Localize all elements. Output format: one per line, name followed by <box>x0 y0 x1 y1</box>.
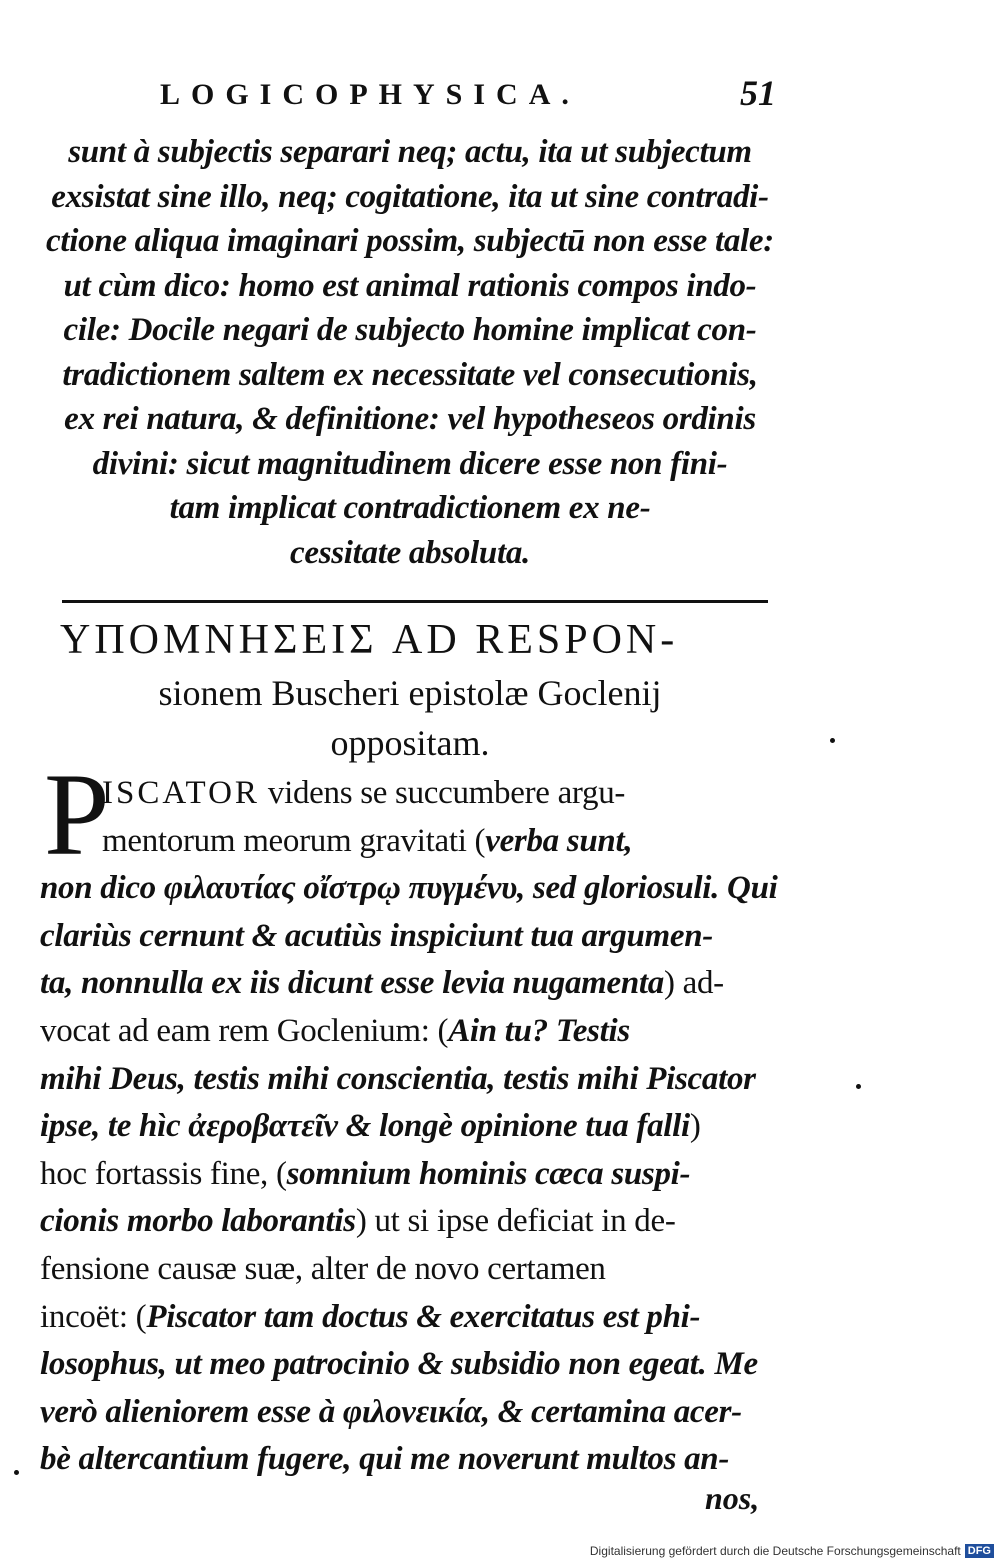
italic-segment: non dico φιλαυτίας οἴστρῳ πυγμένυ, sed gloriosuli. Qui <box>40 870 778 907</box>
text-line: cile: Docile negari de subjecto homine implicat con- <box>63 312 757 348</box>
italic-segment: verò alieniorem esse à φιλονεικία, & certamina acer- <box>40 1393 742 1430</box>
italic-segment: clariùs cernunt & acutiùs inspiciunt tua argumen- <box>40 917 713 954</box>
upper-text-block <box>30 130 790 575</box>
text-line: ut cùm dico: homo est animal rationis compos indo- <box>63 267 757 304</box>
heading-line: oppositam. <box>330 723 490 763</box>
italic-segment: bè altercantium fugere, qui me noverunt multos an- <box>40 1441 730 1478</box>
text-line: cessitate absoluta. <box>290 534 530 571</box>
italic-segment: cionis morbo laborantis <box>40 1203 356 1240</box>
print-speck <box>830 738 835 743</box>
italic-segment: Ain tu? Testis <box>448 1012 630 1049</box>
drop-cap: P <box>44 749 110 880</box>
roman-segment: incoët: ( <box>40 1298 147 1335</box>
italic-segment: Piscator tam doctus & exercitatus est phi- <box>146 1298 701 1335</box>
roman-segment: ) ut si ipse deficiat in de- <box>355 1203 676 1240</box>
roman-segment: fensione causæ suæ, alter de novo certamen <box>40 1250 606 1287</box>
body-text-block <box>40 749 780 1484</box>
italic-segment: verba sunt, <box>485 822 633 859</box>
print-speck <box>14 1470 19 1475</box>
print-speck <box>856 1084 861 1089</box>
dfg-logo-icon: DFG <box>965 1544 994 1558</box>
heading-line: sionem Buscheri epistolæ Goclenij <box>158 673 662 713</box>
text-line: divini: sicut magnitudinem dicere esse non fini- <box>92 445 728 482</box>
italic-segment: mihi Deus, testis mihi conscientia, testis mihi Piscator <box>40 1060 756 1097</box>
text-line <box>40 1056 780 1104</box>
text-line: exsistat sine illo, neq; cogitatione, ita ut sine contradi- <box>51 178 769 215</box>
roman-segment: mentorum meorum gravitati ( <box>102 822 486 859</box>
italic-segment: ipse, te hìc ἀεροβατεῖν & longè opinione tua falli <box>40 1108 690 1145</box>
text-line: ex rei natura, & definitione: vel hypotheseos ordinis <box>64 401 756 437</box>
text-line <box>40 865 780 913</box>
roman-segment: vocat ad eam rem Goclenium: ( <box>40 1012 449 1049</box>
page-number: 51 <box>740 73 776 113</box>
text-line <box>40 1103 780 1151</box>
text-line <box>40 1389 780 1437</box>
section-heading <box>40 612 780 768</box>
italic-segment: losophus, ut meo patrocinio & subsidio non egeat. Me <box>40 1346 758 1383</box>
text-line <box>40 770 780 818</box>
roman-segment: ) ad- <box>664 965 724 1002</box>
opening-word: ISCATOR <box>102 775 260 811</box>
text-line <box>40 1436 780 1484</box>
text-line <box>40 913 780 961</box>
running-title: LOGICOPHYSICA. <box>160 78 580 111</box>
section-divider-rule <box>62 600 768 603</box>
text-line: sunt à subjectis separari neq; actu, ita ut subjectum <box>68 134 752 170</box>
roman-segment: ) <box>689 1108 701 1145</box>
text-line <box>40 960 780 1008</box>
running-head <box>60 72 776 116</box>
digitization-footer <box>590 1542 994 1560</box>
heading-line: ΥΠΟΜΝΗΣΕΙΣ AD RESPON- <box>60 617 679 663</box>
text-line: tradictionem saltem ex necessitate vel consecutionis, <box>62 356 758 393</box>
italic-segment: somnium hominis cæca suspi- <box>286 1155 691 1192</box>
text-line <box>40 1341 780 1389</box>
text-line: ctione aliqua imaginari possim, subjectū non esse tale: <box>46 223 774 259</box>
text-line: tam implicat contradictionem ex ne- <box>169 490 651 526</box>
text-line <box>40 1198 780 1246</box>
text-line <box>40 1246 780 1294</box>
text-line <box>40 1008 780 1056</box>
roman-segment: hoc fortassis fine, ( <box>40 1155 287 1192</box>
text-line <box>40 1294 780 1342</box>
text-line <box>40 1151 780 1199</box>
footer-credit: Digitalisierung gefördert durch die Deutsche Forschungsgemeinschaft <box>589 1544 961 1558</box>
roman-segment: videns se succumbere argu- <box>259 775 626 811</box>
catchword: nos, <box>705 1480 760 1516</box>
italic-segment: ta, nonnulla ex iis dicunt esse levia nugamenta <box>40 965 664 1002</box>
text-line <box>40 818 780 866</box>
